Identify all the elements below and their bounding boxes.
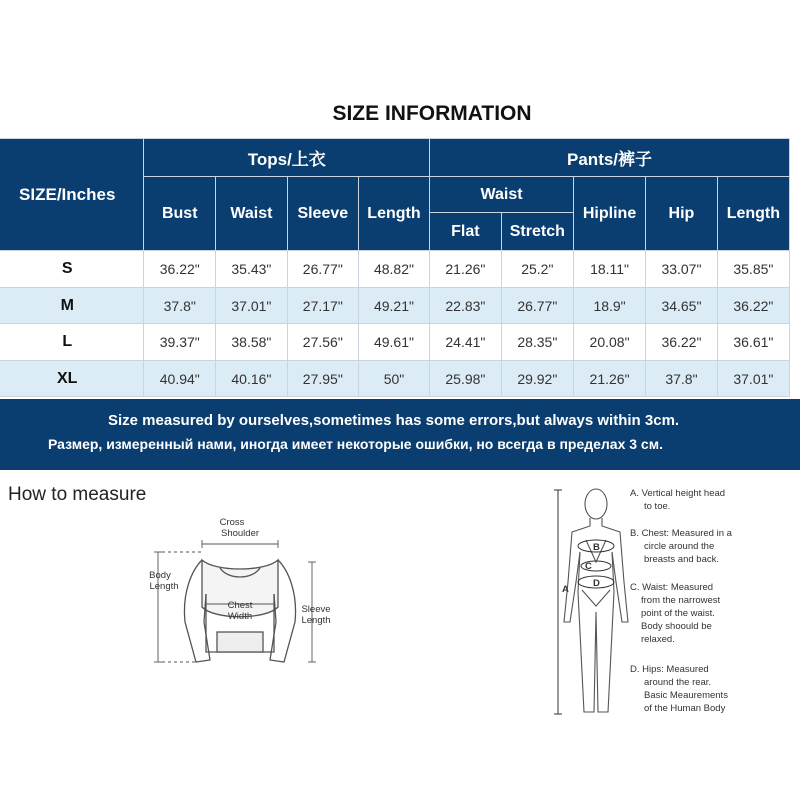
- note-a: A. Vertical height head: [630, 488, 726, 499]
- value-cell: 26.77": [501, 288, 573, 324]
- value-cell: 50": [358, 361, 429, 397]
- value-cell: 20.08": [573, 324, 645, 361]
- how-to-measure-heading: How to measure: [8, 484, 147, 505]
- value-cell: 37.01": [717, 361, 789, 397]
- value-cell: 25.98": [430, 361, 502, 397]
- column-header: Length: [717, 177, 789, 251]
- value-cell: 37.8": [646, 361, 718, 397]
- value-cell: 37.01": [216, 288, 288, 324]
- sweater-diagram: [140, 512, 340, 682]
- value-cell: 49.21": [358, 288, 429, 324]
- size-cell: S: [0, 251, 144, 288]
- note-b: circle around the: [644, 541, 715, 552]
- value-cell: 37.8": [144, 288, 216, 324]
- value-cell: 36.22": [717, 288, 789, 324]
- value-cell: 36.22": [646, 324, 718, 361]
- column-header: Stretch: [501, 213, 573, 251]
- value-cell: 21.26": [430, 251, 502, 288]
- size-table: [0, 138, 790, 397]
- value-cell: 27.56": [287, 324, 358, 361]
- value-cell: 18.11": [573, 251, 645, 288]
- note-c: Body shoould be: [641, 621, 712, 632]
- table-row: [0, 361, 790, 397]
- value-cell: 26.77": [287, 251, 358, 288]
- value-cell: 39.37": [144, 324, 216, 361]
- value-cell: 25.2": [501, 251, 573, 288]
- value-cell: 40.94": [144, 361, 216, 397]
- note-c: C. Waist: Measured: [630, 582, 714, 593]
- column-header: Bust: [144, 177, 216, 251]
- value-cell: 34.65": [646, 288, 718, 324]
- body-length-label: Body: [149, 570, 171, 581]
- cross-shoulder-label: Cross: [219, 517, 245, 528]
- column-header: Hip: [646, 177, 718, 251]
- body-measure-lines: [554, 490, 614, 714]
- sleeve-length-label: Sleeve: [301, 604, 331, 615]
- note-c: relaxed.: [641, 634, 675, 645]
- value-cell: 18.9": [573, 288, 645, 324]
- note-d: Basic Meaurements: [644, 690, 728, 701]
- chest-width-label: Chest: [227, 600, 253, 611]
- column-header: Waist: [216, 177, 288, 251]
- column-header: Flat: [430, 213, 502, 251]
- column-header: Length: [358, 177, 429, 251]
- value-cell: 21.26": [573, 361, 645, 397]
- table-row: [0, 288, 790, 324]
- value-cell: 27.17": [287, 288, 358, 324]
- note-c: point of the waist.: [641, 608, 715, 619]
- body-figure: [564, 489, 628, 712]
- note-d: of the Human Body: [644, 703, 726, 714]
- value-cell: 29.92": [501, 361, 573, 397]
- size-inches-header: SIZE/Inches: [0, 139, 144, 251]
- note-d: D. Hips: Measured: [630, 664, 709, 675]
- sleeve-length-label: Length: [301, 615, 331, 626]
- pants-waist-header: Waist: [430, 177, 574, 213]
- value-cell: 24.41": [430, 324, 502, 361]
- body-length-label: Length: [149, 581, 179, 592]
- pants-header: Pants/裤子: [430, 139, 790, 177]
- note-a: to toe.: [644, 501, 671, 512]
- measurement-note-banner: [0, 399, 800, 470]
- column-header: Sleeve: [287, 177, 358, 251]
- size-cell: M: [0, 288, 144, 324]
- note-d: around the rear.: [644, 677, 712, 688]
- label-a: A: [562, 584, 569, 595]
- page-title: SIZE INFORMATION: [332, 102, 532, 125]
- note-c: from the narrowest: [641, 595, 721, 606]
- note-english: Size measured by ourselves,sometimes has some errors,but always within 3cm.: [108, 412, 680, 429]
- column-header: Hipline: [573, 177, 645, 251]
- body-notes: [630, 488, 733, 714]
- table-row: [0, 251, 790, 288]
- value-cell: 27.95": [287, 361, 358, 397]
- note-b: B. Chest: Measured in a: [630, 528, 732, 539]
- label-b: B: [593, 542, 600, 553]
- value-cell: 36.22": [144, 251, 216, 288]
- size-cell: L: [0, 324, 144, 361]
- cross-shoulder-label: Shoulder: [220, 528, 260, 539]
- note-russian: Размер, измеренный нами, иногда имеет некоторые ошибки, но всегда в пределах 3 см.: [48, 436, 663, 452]
- value-cell: 40.16": [216, 361, 288, 397]
- label-c: C: [585, 561, 592, 572]
- value-cell: 49.61": [358, 324, 429, 361]
- value-cell: 28.35": [501, 324, 573, 361]
- label-d: D: [593, 578, 600, 589]
- chest-width-label: Width: [227, 611, 253, 622]
- tops-header: Tops/上衣: [144, 139, 430, 177]
- value-cell: 36.61": [717, 324, 789, 361]
- value-cell: 33.07": [646, 251, 718, 288]
- value-cell: 35.43": [216, 251, 288, 288]
- table-row: [0, 324, 790, 361]
- value-cell: 48.82": [358, 251, 429, 288]
- value-cell: 22.83": [430, 288, 502, 324]
- body-measurement-diagram: [548, 482, 796, 722]
- value-cell: 35.85": [717, 251, 789, 288]
- size-cell: XL: [0, 361, 144, 397]
- note-b: breasts and back.: [644, 554, 719, 565]
- value-cell: 38.58": [216, 324, 288, 361]
